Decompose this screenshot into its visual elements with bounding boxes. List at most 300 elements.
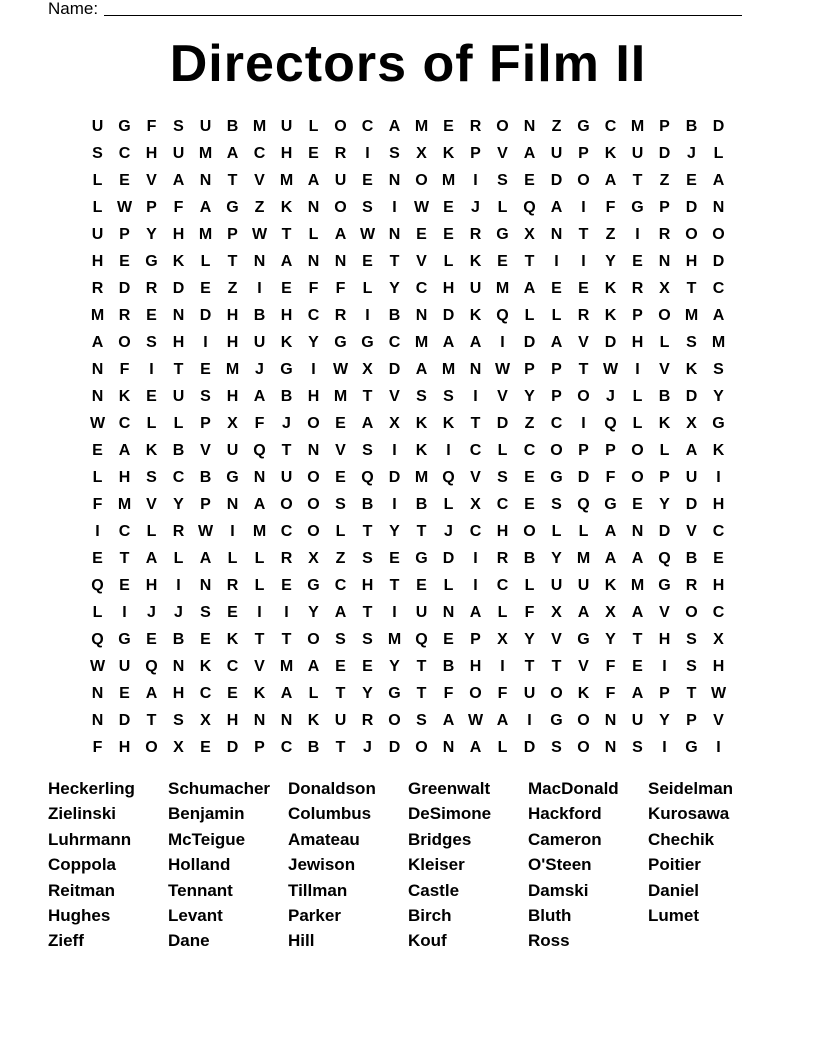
grid-letter[interactable]: L: [551, 307, 562, 324]
grid-letter[interactable]: T: [335, 685, 346, 702]
grid-letter[interactable]: L: [227, 550, 238, 567]
grid-letter[interactable]: A: [631, 685, 644, 702]
grid-letter[interactable]: B: [388, 307, 401, 324]
grid-letter[interactable]: G: [334, 334, 347, 351]
grid-letter[interactable]: U: [118, 658, 131, 675]
grid-letter[interactable]: C: [334, 577, 347, 594]
grid-letter[interactable]: N: [91, 685, 104, 702]
grid-letter[interactable]: P: [119, 226, 130, 243]
grid-letter[interactable]: U: [685, 469, 698, 486]
grid-letter[interactable]: M: [387, 631, 402, 648]
grid-letter[interactable]: K: [145, 442, 158, 459]
grid-letter[interactable]: T: [578, 226, 589, 243]
grid-letter[interactable]: U: [523, 685, 536, 702]
grid-letter[interactable]: N: [307, 442, 320, 459]
grid-letter[interactable]: R: [361, 712, 374, 729]
grid-letter[interactable]: A: [307, 658, 320, 675]
grid-letter[interactable]: U: [334, 172, 347, 189]
grid-letter[interactable]: J: [687, 145, 696, 162]
grid-letter[interactable]: N: [442, 739, 455, 756]
grid-letter[interactable]: U: [577, 577, 590, 594]
grid-letter[interactable]: X: [470, 496, 481, 513]
grid-letter[interactable]: K: [172, 253, 185, 270]
grid-letter[interactable]: I: [500, 334, 505, 351]
grid-letter[interactable]: V: [200, 442, 211, 459]
grid-letter[interactable]: O: [550, 685, 563, 702]
grid-letter[interactable]: L: [92, 604, 103, 621]
grid-letter[interactable]: J: [174, 604, 183, 621]
grid-letter[interactable]: H: [226, 388, 239, 405]
grid-letter[interactable]: P: [200, 496, 211, 513]
grid-letter[interactable]: A: [550, 199, 563, 216]
grid-letter[interactable]: T: [632, 631, 643, 648]
grid-letter[interactable]: N: [307, 253, 320, 270]
grid-letter[interactable]: A: [334, 226, 347, 243]
grid-letter[interactable]: O: [307, 496, 320, 513]
grid-letter[interactable]: A: [145, 685, 158, 702]
grid-letter[interactable]: W: [251, 226, 268, 243]
grid-letter[interactable]: E: [146, 388, 157, 405]
grid-letter[interactable]: I: [311, 361, 316, 378]
grid-letter[interactable]: N: [658, 253, 671, 270]
grid-letter[interactable]: E: [200, 361, 211, 378]
grid-letter[interactable]: P: [524, 361, 535, 378]
grid-letter[interactable]: I: [230, 523, 235, 540]
grid-letter[interactable]: P: [659, 469, 670, 486]
grid-letter[interactable]: N: [253, 712, 266, 729]
grid-letter[interactable]: O: [145, 739, 158, 756]
grid-letter[interactable]: W: [467, 712, 484, 729]
grid-letter[interactable]: M: [252, 523, 267, 540]
grid-letter[interactable]: P: [200, 415, 211, 432]
grid-letter[interactable]: M: [198, 145, 213, 162]
grid-letter[interactable]: S: [551, 496, 562, 513]
grid-letter[interactable]: W: [602, 361, 619, 378]
grid-letter[interactable]: P: [227, 226, 238, 243]
grid-letter[interactable]: S: [146, 469, 157, 486]
grid-letter[interactable]: K: [577, 685, 590, 702]
grid-letter[interactable]: C: [415, 280, 428, 297]
grid-letter[interactable]: G: [496, 226, 509, 243]
grid-letter[interactable]: L: [578, 523, 589, 540]
grid-letter[interactable]: E: [416, 577, 427, 594]
grid-letter[interactable]: K: [415, 415, 428, 432]
grid-letter[interactable]: T: [686, 685, 697, 702]
grid-letter[interactable]: T: [416, 523, 427, 540]
grid-letter[interactable]: E: [632, 496, 643, 513]
grid-letter[interactable]: E: [551, 280, 562, 297]
grid-letter[interactable]: J: [471, 199, 480, 216]
grid-letter[interactable]: I: [473, 388, 478, 405]
grid-letter[interactable]: Z: [335, 550, 346, 567]
grid-letter[interactable]: K: [226, 631, 239, 648]
grid-letter[interactable]: B: [307, 739, 320, 756]
grid-letter[interactable]: G: [226, 199, 239, 216]
grid-letter[interactable]: M: [630, 118, 645, 135]
grid-letter[interactable]: D: [388, 469, 401, 486]
grid-letter[interactable]: G: [631, 199, 644, 216]
grid-letter[interactable]: M: [333, 388, 348, 405]
grid-letter[interactable]: C: [253, 145, 266, 162]
grid-letter[interactable]: I: [95, 523, 100, 540]
grid-letter[interactable]: F: [146, 118, 157, 135]
grid-letter[interactable]: U: [226, 442, 239, 459]
grid-letter[interactable]: O: [469, 685, 482, 702]
grid-letter[interactable]: E: [119, 253, 130, 270]
grid-letter[interactable]: K: [118, 388, 131, 405]
grid-letter[interactable]: T: [524, 658, 535, 675]
grid-letter[interactable]: X: [605, 604, 616, 621]
grid-letter[interactable]: X: [686, 415, 697, 432]
grid-letter[interactable]: W: [359, 226, 376, 243]
grid-letter[interactable]: A: [442, 712, 455, 729]
grid-letter[interactable]: I: [149, 361, 154, 378]
grid-letter[interactable]: I: [581, 415, 586, 432]
grid-letter[interactable]: A: [226, 145, 239, 162]
grid-letter[interactable]: T: [632, 172, 643, 189]
grid-letter[interactable]: A: [604, 523, 617, 540]
grid-letter[interactable]: Q: [91, 577, 104, 594]
grid-letter[interactable]: R: [334, 307, 347, 324]
grid-letter[interactable]: E: [524, 469, 535, 486]
grid-letter[interactable]: Y: [389, 523, 400, 540]
grid-letter[interactable]: I: [473, 550, 478, 567]
grid-letter[interactable]: D: [685, 496, 698, 513]
grid-letter[interactable]: A: [388, 118, 401, 135]
grid-letter[interactable]: L: [254, 550, 265, 567]
grid-letter[interactable]: D: [685, 388, 698, 405]
grid-letter[interactable]: V: [497, 145, 508, 162]
grid-letter[interactable]: J: [606, 388, 615, 405]
grid-letter[interactable]: P: [659, 199, 670, 216]
grid-letter[interactable]: U: [172, 145, 185, 162]
grid-letter[interactable]: C: [469, 442, 482, 459]
grid-letter[interactable]: L: [551, 523, 562, 540]
grid-letter[interactable]: T: [416, 685, 427, 702]
grid-letter[interactable]: I: [203, 334, 208, 351]
grid-letter[interactable]: E: [335, 469, 346, 486]
grid-letter[interactable]: M: [90, 307, 105, 324]
grid-letter[interactable]: Q: [577, 496, 590, 513]
grid-letter[interactable]: P: [686, 712, 697, 729]
grid-letter[interactable]: P: [632, 307, 643, 324]
grid-letter[interactable]: I: [581, 199, 586, 216]
grid-letter[interactable]: O: [685, 604, 698, 621]
grid-letter[interactable]: W: [116, 199, 133, 216]
grid-letter[interactable]: V: [578, 658, 589, 675]
grid-letter[interactable]: Y: [659, 496, 670, 513]
grid-letter[interactable]: R: [469, 226, 482, 243]
grid-letter[interactable]: S: [416, 712, 427, 729]
grid-letter[interactable]: O: [307, 469, 320, 486]
grid-letter[interactable]: C: [604, 118, 617, 135]
grid-letter[interactable]: C: [361, 118, 374, 135]
grid-letter[interactable]: S: [389, 145, 400, 162]
grid-letter[interactable]: I: [662, 739, 667, 756]
grid-letter[interactable]: T: [389, 577, 400, 594]
grid-letter[interactable]: L: [146, 523, 157, 540]
grid-letter[interactable]: E: [119, 577, 130, 594]
grid-letter[interactable]: I: [392, 604, 397, 621]
grid-letter[interactable]: L: [335, 523, 346, 540]
grid-letter[interactable]: E: [119, 172, 130, 189]
grid-letter[interactable]: R: [280, 550, 293, 567]
grid-letter[interactable]: G: [226, 469, 239, 486]
grid-letter[interactable]: L: [173, 550, 184, 567]
grid-letter[interactable]: A: [280, 253, 293, 270]
grid-letter[interactable]: S: [173, 118, 184, 135]
grid-letter[interactable]: H: [172, 685, 185, 702]
grid-letter[interactable]: L: [659, 442, 670, 459]
grid-letter[interactable]: B: [685, 550, 698, 567]
grid-letter[interactable]: E: [416, 226, 427, 243]
grid-letter[interactable]: E: [497, 253, 508, 270]
grid-letter[interactable]: A: [496, 712, 509, 729]
grid-letter[interactable]: L: [308, 118, 319, 135]
grid-letter[interactable]: Q: [523, 199, 536, 216]
grid-letter[interactable]: X: [524, 226, 535, 243]
grid-letter[interactable]: X: [416, 145, 427, 162]
grid-letter[interactable]: Y: [362, 685, 373, 702]
grid-letter[interactable]: K: [253, 685, 266, 702]
grid-letter[interactable]: D: [172, 280, 185, 297]
grid-letter[interactable]: U: [550, 577, 563, 594]
grid-letter[interactable]: N: [307, 199, 320, 216]
grid-letter[interactable]: M: [198, 226, 213, 243]
grid-letter[interactable]: E: [578, 280, 589, 297]
grid-letter[interactable]: A: [712, 172, 725, 189]
grid-letter[interactable]: L: [308, 226, 319, 243]
grid-letter[interactable]: D: [118, 712, 131, 729]
grid-letter[interactable]: E: [632, 253, 643, 270]
grid-letter[interactable]: N: [172, 307, 185, 324]
grid-letter[interactable]: A: [604, 172, 617, 189]
grid-letter[interactable]: E: [227, 685, 238, 702]
grid-letter[interactable]: D: [658, 523, 671, 540]
grid-letter[interactable]: B: [172, 631, 185, 648]
grid-letter[interactable]: U: [550, 145, 563, 162]
grid-letter[interactable]: V: [659, 604, 670, 621]
grid-letter[interactable]: N: [388, 226, 401, 243]
grid-letter[interactable]: J: [444, 523, 453, 540]
grid-letter[interactable]: O: [577, 712, 590, 729]
grid-letter[interactable]: A: [712, 307, 725, 324]
grid-letter[interactable]: G: [388, 685, 401, 702]
grid-letter[interactable]: X: [173, 739, 184, 756]
grid-letter[interactable]: R: [577, 307, 590, 324]
grid-letter[interactable]: L: [308, 685, 319, 702]
grid-letter[interactable]: S: [416, 388, 427, 405]
grid-letter[interactable]: T: [524, 253, 535, 270]
grid-letter[interactable]: N: [415, 307, 428, 324]
grid-letter[interactable]: I: [716, 739, 721, 756]
grid-letter[interactable]: O: [307, 631, 320, 648]
grid-letter[interactable]: S: [443, 388, 454, 405]
grid-letter[interactable]: E: [200, 280, 211, 297]
grid-letter[interactable]: E: [308, 145, 319, 162]
grid-letter[interactable]: A: [118, 442, 131, 459]
grid-letter[interactable]: H: [712, 658, 725, 675]
grid-letter[interactable]: U: [253, 334, 266, 351]
grid-letter[interactable]: Z: [659, 172, 670, 189]
grid-letter[interactable]: H: [145, 577, 158, 594]
grid-letter[interactable]: B: [253, 307, 266, 324]
grid-letter[interactable]: H: [172, 334, 185, 351]
grid-letter[interactable]: D: [712, 118, 725, 135]
grid-letter[interactable]: K: [604, 280, 617, 297]
grid-letter[interactable]: Y: [605, 631, 616, 648]
grid-letter[interactable]: B: [658, 388, 671, 405]
grid-letter[interactable]: X: [551, 604, 562, 621]
grid-letter[interactable]: I: [122, 604, 127, 621]
grid-letter[interactable]: U: [172, 388, 185, 405]
grid-letter[interactable]: T: [470, 415, 481, 432]
grid-letter[interactable]: F: [308, 280, 319, 297]
grid-letter[interactable]: M: [414, 334, 429, 351]
grid-letter[interactable]: U: [469, 280, 482, 297]
grid-letter[interactable]: Z: [227, 280, 238, 297]
grid-letter[interactable]: N: [550, 226, 563, 243]
grid-letter[interactable]: L: [632, 388, 643, 405]
grid-letter[interactable]: Q: [145, 658, 158, 675]
grid-letter[interactable]: A: [631, 604, 644, 621]
grid-letter[interactable]: Q: [253, 442, 266, 459]
grid-letter[interactable]: N: [604, 739, 617, 756]
grid-letter[interactable]: T: [551, 658, 562, 675]
grid-letter[interactable]: N: [631, 523, 644, 540]
grid-letter[interactable]: B: [685, 118, 698, 135]
grid-letter[interactable]: L: [497, 604, 508, 621]
name-blank-line[interactable]: [104, 0, 742, 16]
name-field[interactable]: [48, 0, 742, 18]
grid-letter[interactable]: E: [200, 631, 211, 648]
grid-letter[interactable]: M: [414, 118, 429, 135]
grid-letter[interactable]: T: [281, 226, 292, 243]
grid-letter[interactable]: H: [442, 280, 455, 297]
grid-letter[interactable]: O: [577, 172, 590, 189]
grid-letter[interactable]: B: [523, 550, 536, 567]
grid-letter[interactable]: T: [227, 172, 238, 189]
grid-letter[interactable]: B: [199, 469, 212, 486]
grid-letter[interactable]: G: [658, 577, 671, 594]
grid-letter[interactable]: O: [523, 523, 536, 540]
grid-letter[interactable]: U: [280, 118, 293, 135]
grid-letter[interactable]: T: [389, 253, 400, 270]
grid-letter[interactable]: J: [147, 604, 156, 621]
grid-letter[interactable]: H: [118, 469, 131, 486]
grid-letter[interactable]: A: [550, 334, 563, 351]
grid-letter[interactable]: T: [146, 712, 157, 729]
grid-letter[interactable]: S: [551, 739, 562, 756]
grid-letter[interactable]: S: [497, 172, 508, 189]
grid-letter[interactable]: O: [280, 496, 293, 513]
grid-letter[interactable]: E: [92, 550, 103, 567]
grid-letter[interactable]: S: [200, 388, 211, 405]
grid-letter[interactable]: B: [172, 442, 185, 459]
grid-letter[interactable]: I: [473, 172, 478, 189]
grid-letter[interactable]: B: [415, 496, 428, 513]
grid-letter[interactable]: E: [92, 442, 103, 459]
grid-letter[interactable]: G: [118, 118, 131, 135]
grid-letter[interactable]: W: [710, 685, 727, 702]
grid-letter[interactable]: K: [442, 415, 455, 432]
grid-letter[interactable]: P: [551, 361, 562, 378]
grid-letter[interactable]: I: [581, 253, 586, 270]
grid-letter[interactable]: E: [524, 496, 535, 513]
grid-letter[interactable]: T: [362, 523, 373, 540]
grid-letter[interactable]: X: [200, 712, 211, 729]
grid-letter[interactable]: Q: [442, 469, 455, 486]
grid-letter[interactable]: N: [91, 388, 104, 405]
grid-letter[interactable]: Q: [91, 631, 104, 648]
grid-letter[interactable]: K: [604, 145, 617, 162]
grid-letter[interactable]: A: [442, 334, 455, 351]
grid-letter[interactable]: L: [497, 739, 508, 756]
grid-letter[interactable]: V: [146, 172, 157, 189]
grid-letter[interactable]: S: [146, 334, 157, 351]
grid-letter[interactable]: K: [280, 334, 293, 351]
grid-letter[interactable]: Q: [604, 415, 617, 432]
grid-letter[interactable]: G: [415, 550, 428, 567]
grid-letter[interactable]: F: [605, 685, 616, 702]
grid-letter[interactable]: F: [173, 199, 184, 216]
grid-letter[interactable]: D: [685, 199, 698, 216]
grid-letter[interactable]: M: [684, 307, 699, 324]
grid-letter[interactable]: V: [416, 253, 427, 270]
grid-letter[interactable]: J: [363, 739, 372, 756]
grid-letter[interactable]: N: [712, 199, 725, 216]
grid-letter[interactable]: W: [494, 361, 511, 378]
grid-letter[interactable]: W: [413, 199, 430, 216]
grid-letter[interactable]: S: [92, 145, 103, 162]
grid-letter[interactable]: H: [658, 631, 671, 648]
grid-letter[interactable]: I: [365, 145, 370, 162]
grid-letter[interactable]: A: [280, 685, 293, 702]
grid-letter[interactable]: L: [497, 442, 508, 459]
grid-letter[interactable]: L: [659, 334, 670, 351]
grid-letter[interactable]: Y: [308, 334, 319, 351]
grid-letter[interactable]: V: [551, 631, 562, 648]
grid-letter[interactable]: S: [335, 496, 346, 513]
grid-letter[interactable]: T: [416, 658, 427, 675]
grid-letter[interactable]: O: [550, 442, 563, 459]
grid-letter[interactable]: F: [605, 199, 616, 216]
grid-letter[interactable]: T: [227, 253, 238, 270]
grid-letter[interactable]: C: [118, 145, 131, 162]
grid-letter[interactable]: L: [713, 145, 724, 162]
grid-letter[interactable]: P: [659, 685, 670, 702]
grid-letter[interactable]: J: [255, 361, 264, 378]
grid-letter[interactable]: K: [280, 199, 293, 216]
grid-letter[interactable]: X: [308, 550, 319, 567]
grid-letter[interactable]: N: [199, 577, 212, 594]
grid-letter[interactable]: I: [392, 199, 397, 216]
grid-letter[interactable]: O: [577, 739, 590, 756]
grid-letter[interactable]: Y: [173, 496, 184, 513]
grid-letter[interactable]: X: [227, 415, 238, 432]
grid-letter[interactable]: E: [443, 118, 454, 135]
grid-letter[interactable]: K: [658, 415, 671, 432]
grid-letter[interactable]: M: [252, 118, 267, 135]
grid-letter[interactable]: K: [442, 145, 455, 162]
grid-letter[interactable]: I: [500, 658, 505, 675]
grid-letter[interactable]: C: [118, 523, 131, 540]
grid-letter[interactable]: C: [172, 469, 185, 486]
grid-letter[interactable]: Z: [524, 415, 535, 432]
grid-letter[interactable]: L: [497, 199, 508, 216]
grid-letter[interactable]: O: [658, 307, 671, 324]
grid-letter[interactable]: S: [686, 631, 697, 648]
